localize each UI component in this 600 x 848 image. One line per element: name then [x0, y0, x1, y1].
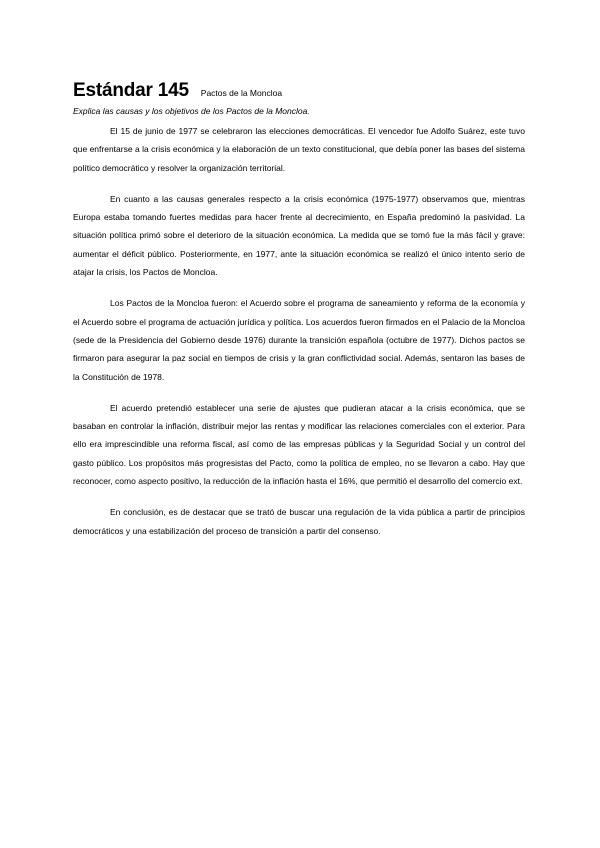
document-heading [73, 74, 525, 104]
paragraph-causes: En cuanto a las causas generales respecto a la crisis económica (1975-1977) observamos que, mientras Europa estaba tomando fuertes medidas para hacer frente al decrecimiento, en España predominó la pasividad. La situación política primó sobre el deterioro de la situación económica. La medida que se tomó fue la más fácil y grave: aumentar el déficit público. Posteriormente, en 1977, ante la situación económica se realizó el único intento serio de atajar la crisis, los Pactos de Moncloa. [73, 193, 525, 278]
paragraph-pacts: Los Pactos de la Moncloa fueron: el Acuerdo sobre el programa de saneamiento y reforma de la economía y el Acuerdo sobre el programa de actuación jurídica y política. Los acuerdos fueron firmados en el Palacio de la Moncloa (sede de la Presidencia del Gobierno desde 1976) durante la transición española (octubre de 1977). Dichos pactos se firmaron para asegurar la paz social en tiempos de crisis y la gran conflictividad social. Además, sentaron las bases de la Constitución de 1978. [73, 298, 525, 382]
paragraph-elections: El 15 de junio de 1977 se celebraron las elecciones democráticas. El vencedor fue Adolfo Suárez, este tuvo que enfrentarse a la crisis económica y la elaboración de un texto constitucional, que debía poner las bases del sistema político democrático y resolver la organización territorial. [73, 126, 525, 173]
paragraph-conclusion: En conclusión, es de destacar que se trató de buscar una regulación de la vida pública a partir de principios democráticos y una estabilización del proceso de transición a partir del consenso. [73, 507, 525, 536]
document-page [73, 74, 525, 553]
page-title: Estándar 145 [73, 80, 189, 101]
paragraph-objectives: El acuerdo pretendió establecer una serie de ajustes que pudieran atacar a la crisis económica, que se basaban en controlar la inflación, distribuir mejor las rentas y modificar las relaciones comerciales con el exterior. Para ello era imprescindible una reforma fiscal, así como de las empresas públicas y la Seguridad Social y un control del gasto público. Los propósitos más progresistas del Pacto, como la política de empleo, no se llevaron a cabo. Hay que reconocer, como aspecto positivo, la reducción de la inflación hasta el 16%, que permitió el desarrollo del comercio ext. [73, 402, 525, 487]
page-title-topic: Pactos de la Moncloa [200, 88, 283, 98]
page-subtitle: Explica las causas y los objetivos de los Pactos de la Moncloa. [73, 106, 310, 116]
